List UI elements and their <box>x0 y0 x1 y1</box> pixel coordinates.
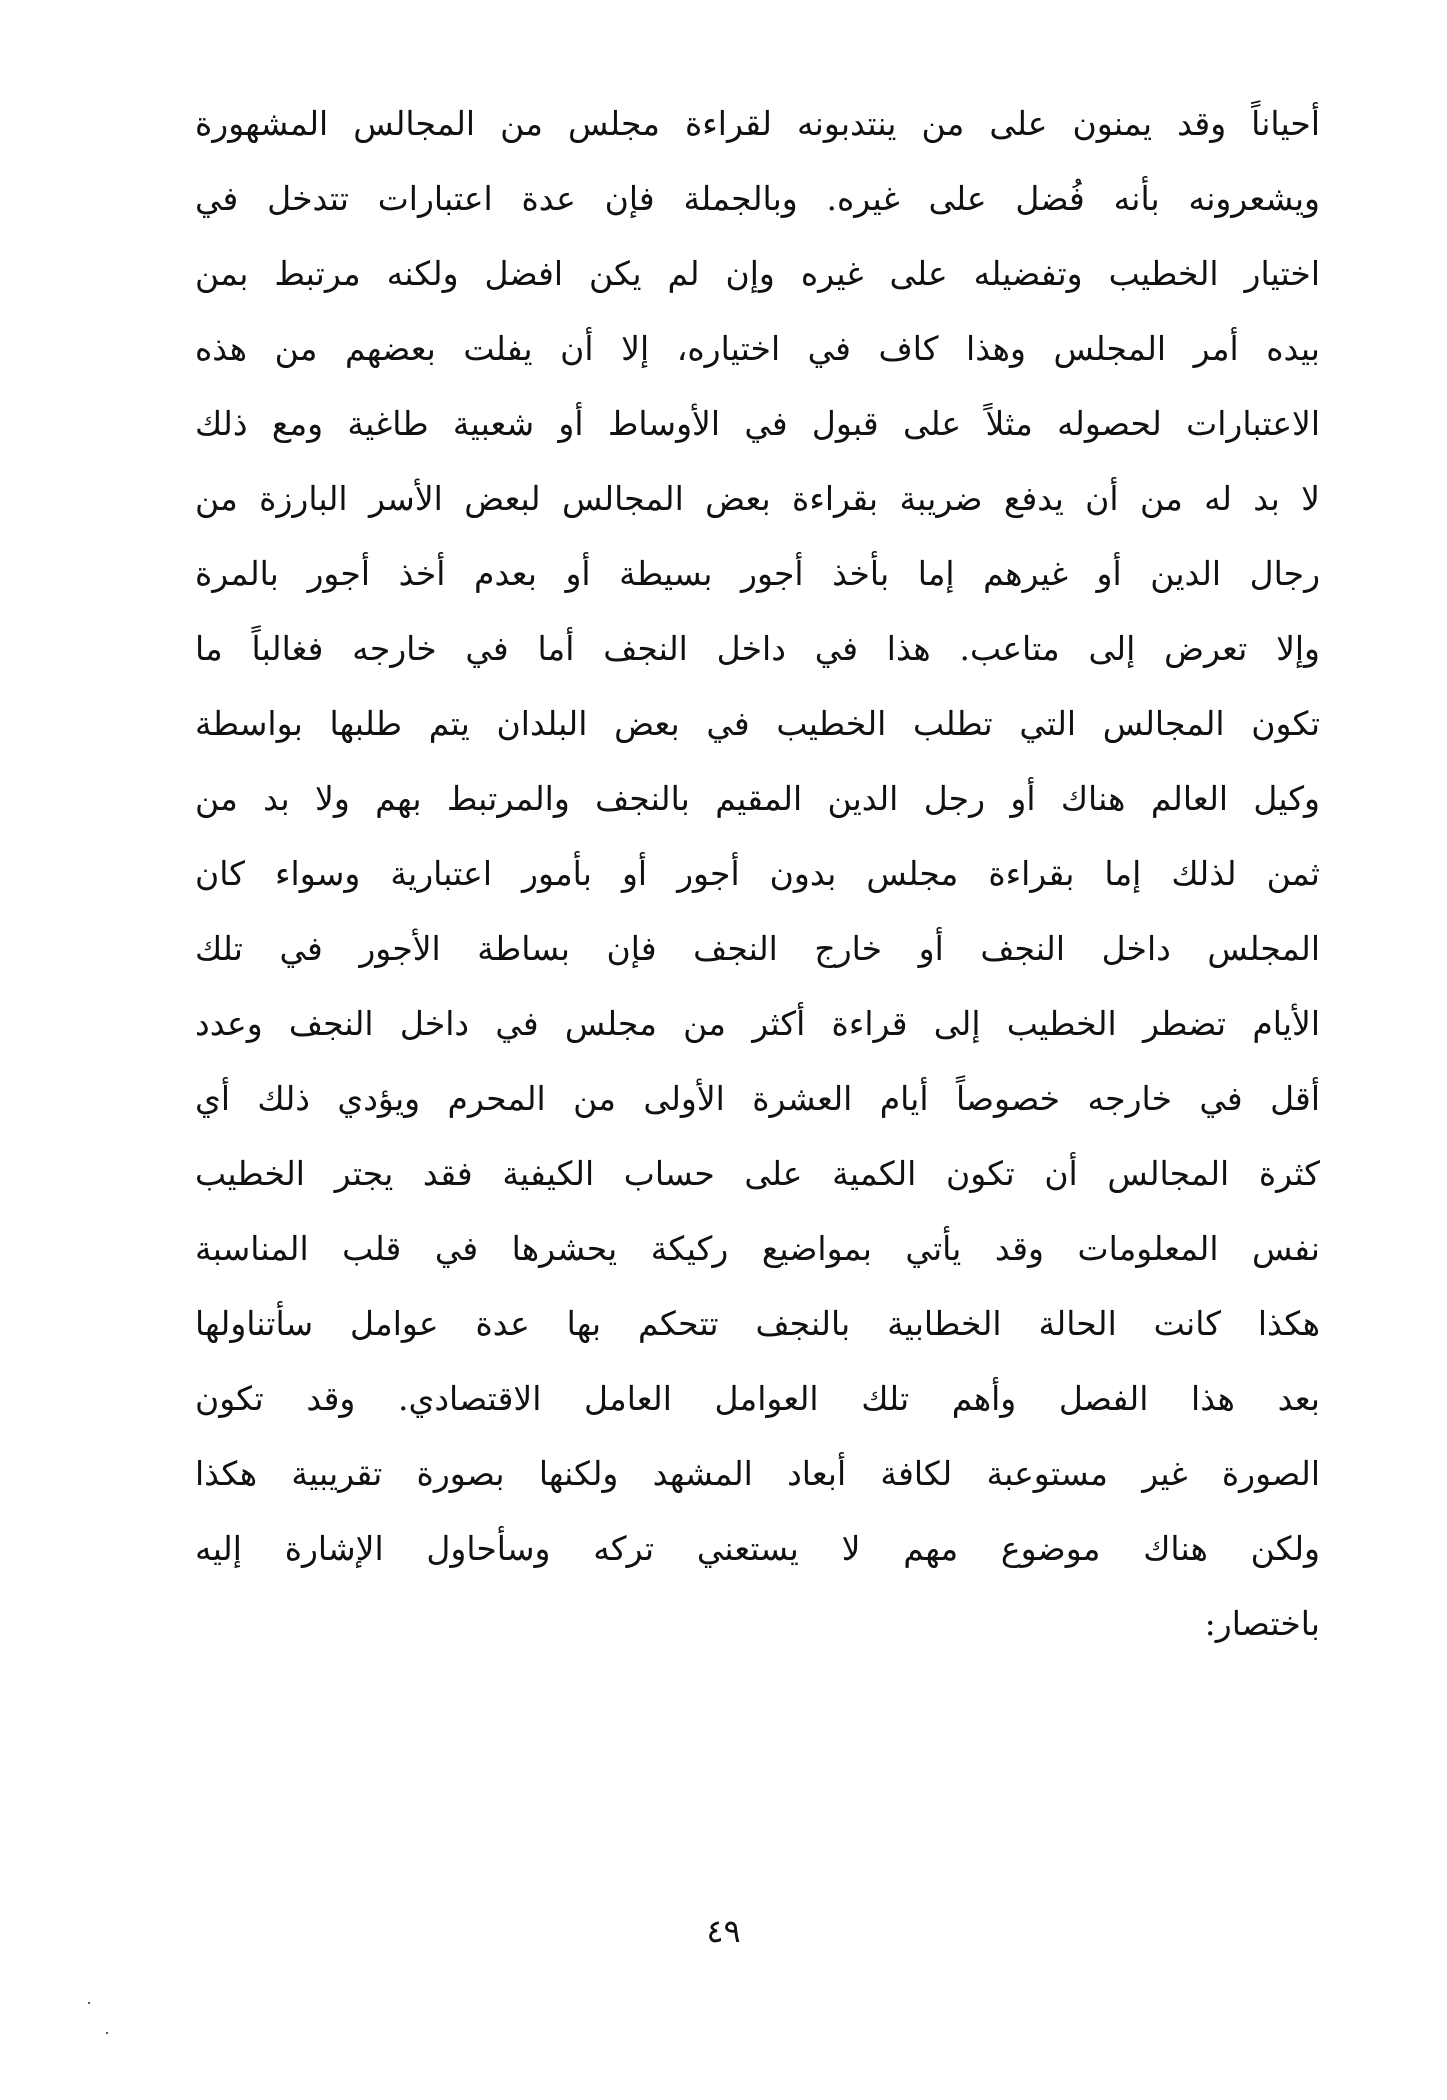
body-text <box>195 86 1320 1661</box>
text-line-3: اختيار الخطيب وتفضيله على غيره وإن لم يكن افضل ولكنه مرتبط بمن <box>195 254 1320 293</box>
text-line-14: أقل في خارجه خصوصاً أيام العشرة الأولى من المحرم ويؤدي ذلك أي <box>195 1079 1320 1118</box>
text-line-2: ويشعرونه بأنه فُضل على غيره. وبالجملة فإن عدة اعتبارات تتدخل في <box>195 179 1320 218</box>
text-line-19: الصورة غير مستوعبة لكافة أبعاد المشهد ولكنها بصورة تقريبية هكذا <box>195 1454 1320 1493</box>
text-line-13: الأيام تضطر الخطيب إلى قراءة أكثر من مجلس في داخل النجف وعدد <box>195 1004 1320 1043</box>
text-line-18: بعد هذا الفصل وأهم تلك العوامل العامل الاقتصادي. وقد تكون <box>195 1379 1320 1418</box>
text-line-16: نفس المعلومات وقد يأتي بمواضيع ركيكة يحشرها في قلب المناسبة <box>195 1229 1320 1268</box>
scan-speck <box>106 2032 108 2034</box>
text-line-11: ثمن لذلك إما بقراءة مجلس بدون أجور أو بأمور اعتبارية وسواء كان <box>195 854 1320 893</box>
page-number: ٤٩ <box>706 1912 741 1950</box>
text-line-5: الاعتبارات لحصوله مثلاً على قبول في الأوساط أو شعبية طاغية ومع ذلك <box>195 404 1320 443</box>
text-line-9: تكون المجالس التي تطلب الخطيب في بعض البلدان يتم طلبها بواسطة <box>195 704 1320 743</box>
text-line-7: رجال الدين أو غيرهم إما بأخذ أجور بسيطة أو بعدم أخذ أجور بالمرة <box>195 554 1320 593</box>
text-line-21: باختصار: <box>1204 1604 1320 1643</box>
scan-speck <box>88 2002 90 2004</box>
text-line-4: بيده أمر المجلس وهذا كاف في اختياره، إلا أن يفلت بعضهم من هذه <box>195 329 1320 368</box>
text-line-15: كثرة المجالس أن تكون الكمية على حساب الكيفية فقد يجتر الخطيب <box>195 1154 1320 1193</box>
text-line-17: هكذا كانت الحالة الخطابية بالنجف تتحكم بها عدة عوامل سأتناولها <box>195 1304 1320 1343</box>
text-line-20: ولكن هناك موضوع مهم لا يستعني تركه وسأحاول الإشارة إليه <box>195 1529 1320 1568</box>
text-line-10: وكيل العالم هناك أو رجل الدين المقيم بالنجف والمرتبط بهم ولا بد من <box>195 779 1320 818</box>
text-line-12: المجلس داخل النجف أو خارج النجف فإن بساطة الأجور في تلك <box>195 929 1320 968</box>
text-line-1: أحياناً وقد يمنون على من ينتدبونه لقراءة مجلس من المجالس المشهورة <box>195 104 1320 143</box>
text-line-6: لا بد له من أن يدفع ضريبة بقراءة بعض المجالس لبعض الأسر البارزة من <box>195 479 1320 518</box>
text-line-8: وإلا تعرض إلى متاعب. هذا في داخل النجف أما في خارجه فغالباً ما <box>195 629 1320 668</box>
